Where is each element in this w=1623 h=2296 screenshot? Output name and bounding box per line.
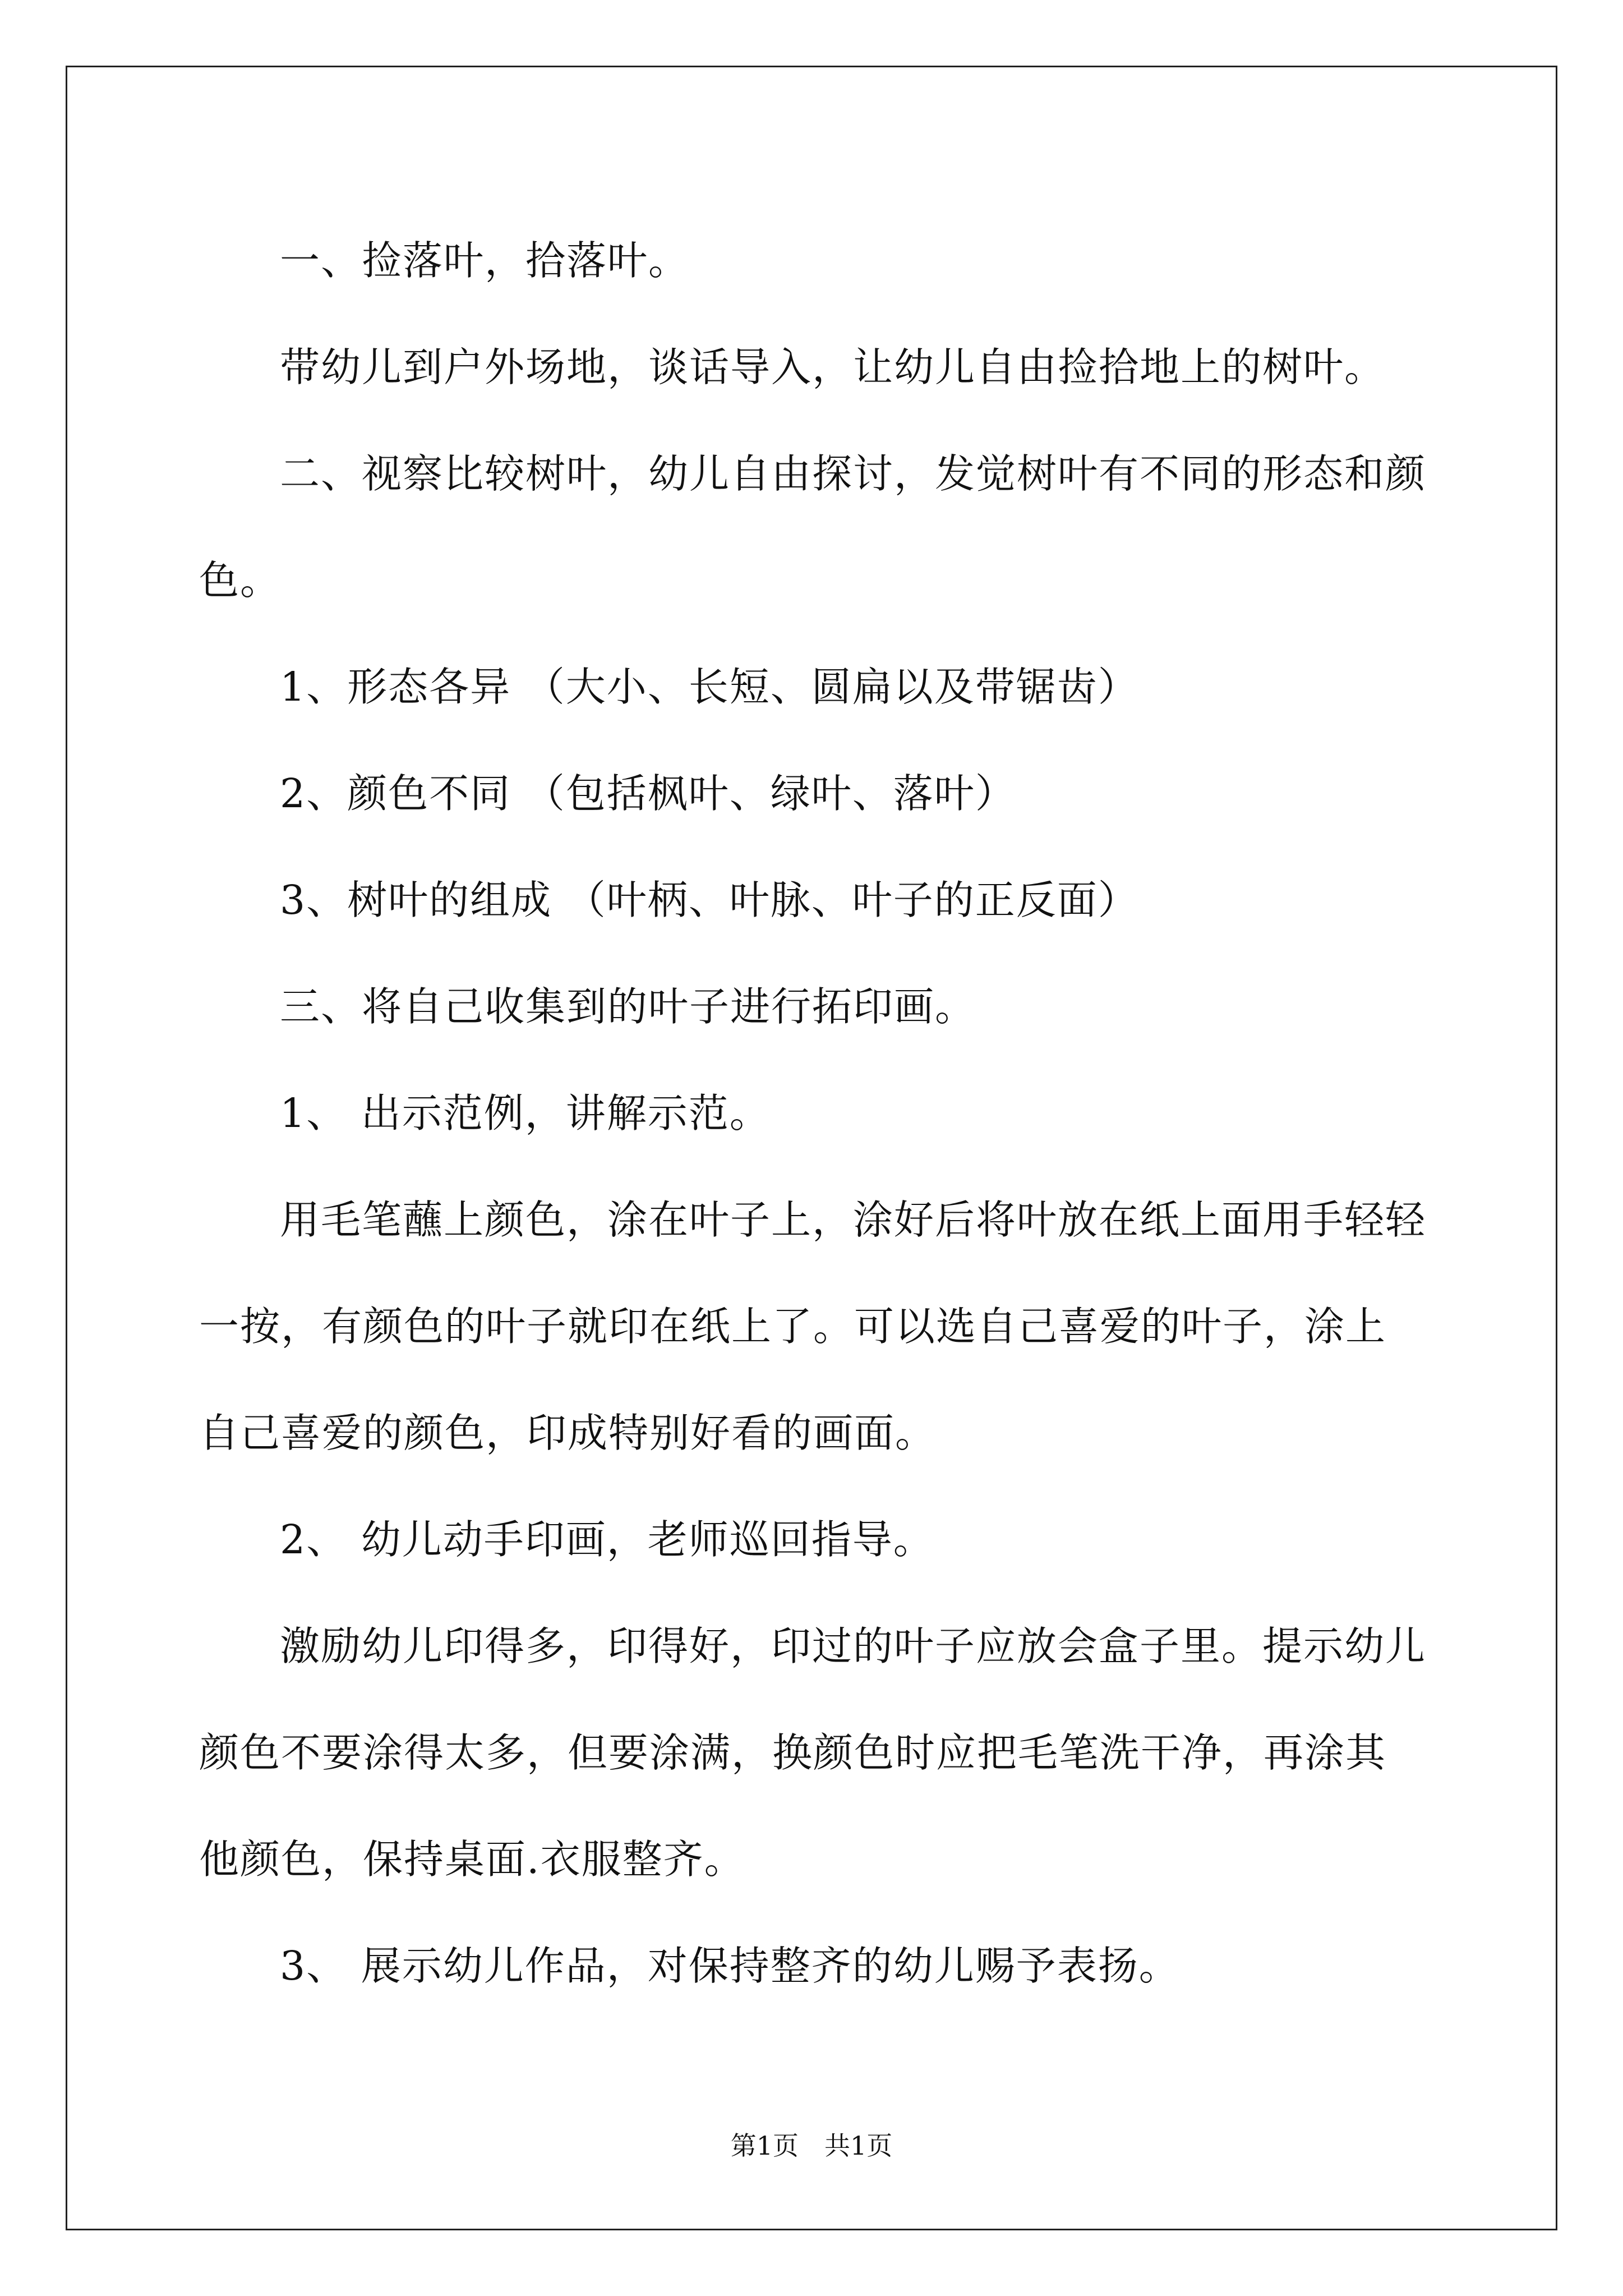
paragraph-4: 1、形态各异 （大小、长短、圆扁以及带锯齿） [280, 664, 1139, 710]
paragraph-12: 3、 展示幼儿作品，对保持整齐的幼儿赐予表扬。 [280, 1943, 1180, 1989]
paragraph-7: 三、将自己收集到的叶子进行拓印画。 [280, 983, 976, 1030]
paragraph-2: 带幼儿到户外场地，谈话导入，让幼儿自由捡拾地上的树叶。 [280, 344, 1386, 390]
document-body [199, 208, 1426, 2019]
paragraph-11: 激励幼儿印得多，印得好，印过的叶子应放会盒子里。提示幼儿颜色不要涂得太多，但要涂满，换颜色时应把毛笔洗干净，再涂其他颜色，保持桌面.衣服整齐。 [199, 1623, 1427, 1883]
page-footer: 第1页 共1页 [730, 2131, 893, 2161]
paragraph-1: 一、捡落叶，拾落叶。 [280, 237, 690, 284]
paragraph-10: 2、 幼儿动手印画，老师巡回指导。 [280, 1516, 934, 1563]
paragraph-9: 用毛笔蘸上颜色，涂在叶子上，涂好后将叶放在纸上面用手轻轻一按，有颜色的叶子就印在纸上了。可以选自己喜爱的叶子，涂上自己喜爱的颜色，印成特别好看的画面。 [199, 1197, 1427, 1456]
paragraph-6: 3、树叶的组成 （叶柄、叶脉、叶子的正反面） [280, 877, 1139, 923]
paragraph-8: 1、 出示范例，讲解示范。 [280, 1090, 771, 1137]
paragraph-5: 2、颜色不同 （包括枫叶、绿叶、落叶） [280, 770, 1016, 817]
paragraph-3: 二、视察比较树叶，幼儿自由探讨，发觉树叶有不同的形态和颜色。 [199, 450, 1427, 604]
